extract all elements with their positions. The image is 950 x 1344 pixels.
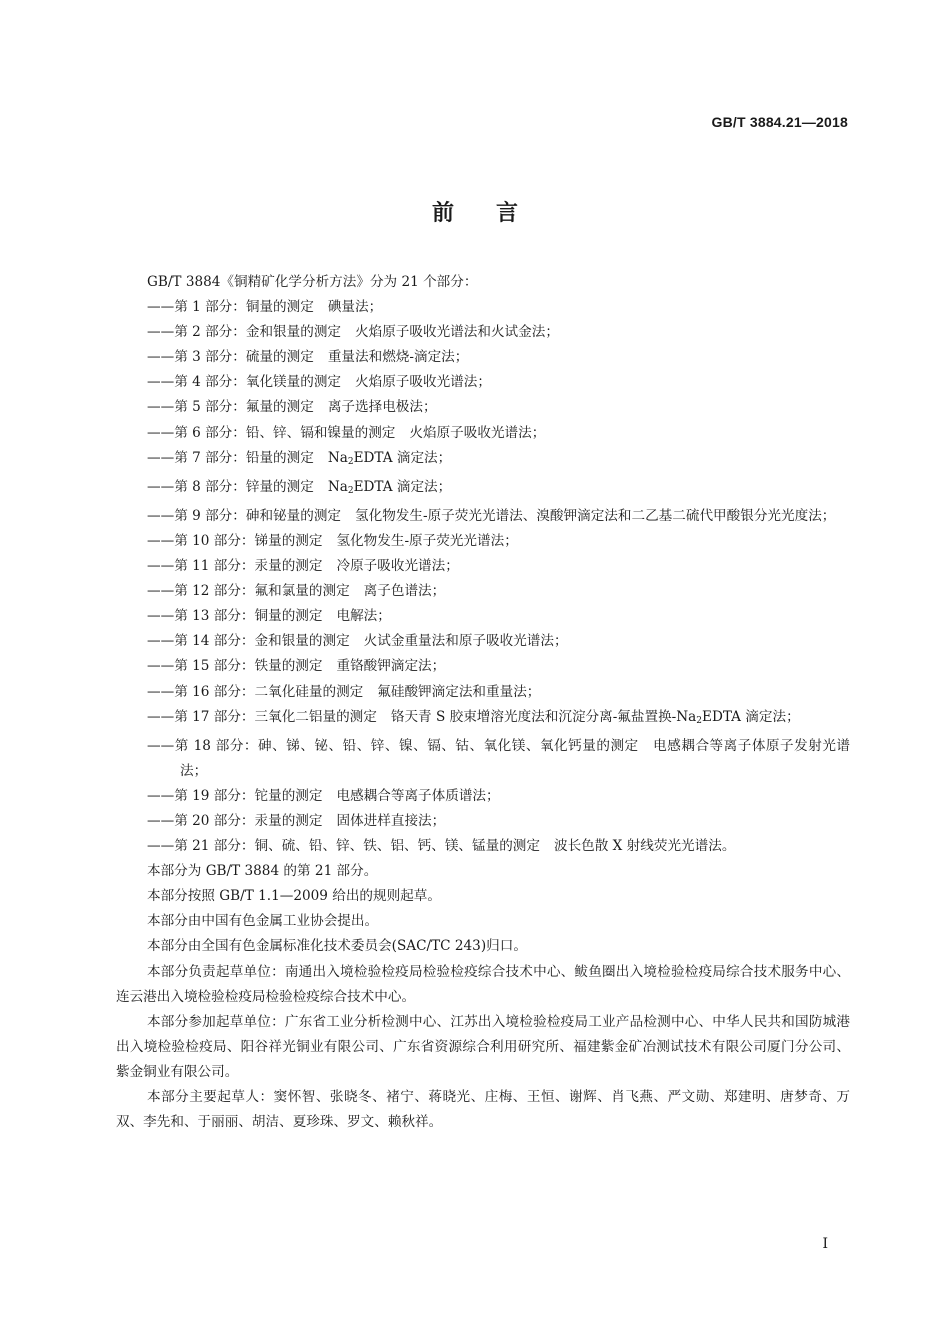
list-item: ——第 16 部分：二氧化硅量的测定 氟硅酸钾滴定法和重量法； <box>147 683 541 700</box>
list-item: ——第 11 部分：汞量的测定 冷原子吸收光谱法； <box>147 558 459 575</box>
page-number: I <box>822 1236 828 1252</box>
body-paragraph: 本部分为 GB/T 3884 的第 21 部分。 <box>147 863 378 880</box>
list-item: ——第 5 部分：氟量的测定 离子选择电极法； <box>147 399 437 416</box>
list-item: ——第 7 部分：铅量的测定 $Na_2EDTA$ 滴定法； <box>147 449 452 467</box>
body-paragraph: 本部分按照 GB/T 1.1—2009 给出的规则起草。 <box>147 888 441 905</box>
list-item: ——第 2 部分：金和银量的测定 火焰原子吸收光谱法和火试金法； <box>147 324 559 341</box>
body-paragraph: 本部分由中国有色金属工业协会提出。 <box>147 913 379 930</box>
list-item: ——第 17 部分：三氧化二铝量的测定 铬天青 S 胶束增溶光度法和沉淀分离-氟盐置换$-Na_2EDTA$ 滴定法； <box>147 708 800 726</box>
parts-list <box>116 295 850 859</box>
list-item: ——第 12 部分：氟和氯量的测定 离子色谱法； <box>147 583 446 600</box>
list-item: ——第 15 部分：铁量的测定 重铬酸钾滴定法； <box>147 658 446 675</box>
list-item: ——第 4 部分：氧化镁量的测定 火焰原子吸收光谱法； <box>147 374 491 391</box>
list-item: ——第 10 部分：锑量的测定 氢化物发生-原子荧光光谱法； <box>147 532 518 549</box>
list-item: ——第 9 部分：砷和铋量的测定 氢化物发生-原子荧光光谱法、溴酸钾滴定法和二乙基二硫代甲酸银分光光度法； <box>147 507 836 524</box>
drafting-units-paragraph: 本部分负责起草单位：南通出入境检验检疫局检验检疫综合技术中心、鲅鱼圈出入境检验检疫局综合技术服务中心、连云港出入境检验检疫局检验检疫综合技术中心。 <box>116 963 850 1005</box>
list-item: ——第 18 部分：砷、锑、铋、铅、锌、镍、镉、钴、氧化镁、氧化钙量的测定 电感耦合等离子体原子发射光谱法； <box>147 737 851 779</box>
foreword-body <box>116 270 850 1135</box>
body-paragraph: 本部分由全国有色金属标准化技术委员会(SAC/TC 243)归口。 <box>147 938 527 955</box>
list-item: ——第 19 部分：铊量的测定 电感耦合等离子体质谱法； <box>147 787 500 804</box>
page-title: 前言 <box>431 201 560 226</box>
list-item: ——第 1 部分：铜量的测定 碘量法； <box>147 299 383 316</box>
standard-code: GB/T 3884.21—2018 <box>711 114 848 130</box>
list-item: ——第 6 部分：铅、锌、镉和镍量的测定 火焰原子吸收光谱法； <box>147 424 546 441</box>
intro-paragraph: GB/T 3884《铜精矿化学分析方法》分为 21 个部分： <box>147 274 478 290</box>
list-item: ——第 13 部分：铜量的测定 电解法； <box>147 608 391 625</box>
list-item: ——第 3 部分：硫量的测定 重量法和燃烧-滴定法； <box>147 349 469 366</box>
list-item: ——第 20 部分：汞量的测定 固体进样直接法； <box>147 812 446 829</box>
list-item: ——第 21 部分：铜、硫、铅、锌、铁、铝、钙、镁、锰量的测定 波长色散 X 射线荧光光谱法。 <box>147 838 736 855</box>
list-item: ——第 8 部分：锌量的测定 $Na_2EDTA$ 滴定法； <box>147 478 452 496</box>
drafters-paragraph: 本部分主要起草人：窦怀智、张晓冬、褚宁、蒋晓光、庄梅、王恒、谢辉、肖飞燕、严文勋、郑建明、唐梦奇、万双、李先和、于丽丽、胡洁、夏珍珠、罗文、赖秋祥。 <box>116 1089 850 1131</box>
list-item: ——第 14 部分：金和银量的测定 火试金重量法和原子吸收光谱法； <box>147 633 568 650</box>
participating-units-paragraph: 本部分参加起草单位：广东省工业分析检测中心、江苏出入境检验检疫局工业产品检测中心、中华人民共和国防城港出入境检验检疫局、阳谷祥光铜业有限公司、广东省资源综合利用研究所、福建紫金矿冶测试技术有限公司厦门分公司、紫金铜业有限公司。 <box>116 1013 850 1080</box>
